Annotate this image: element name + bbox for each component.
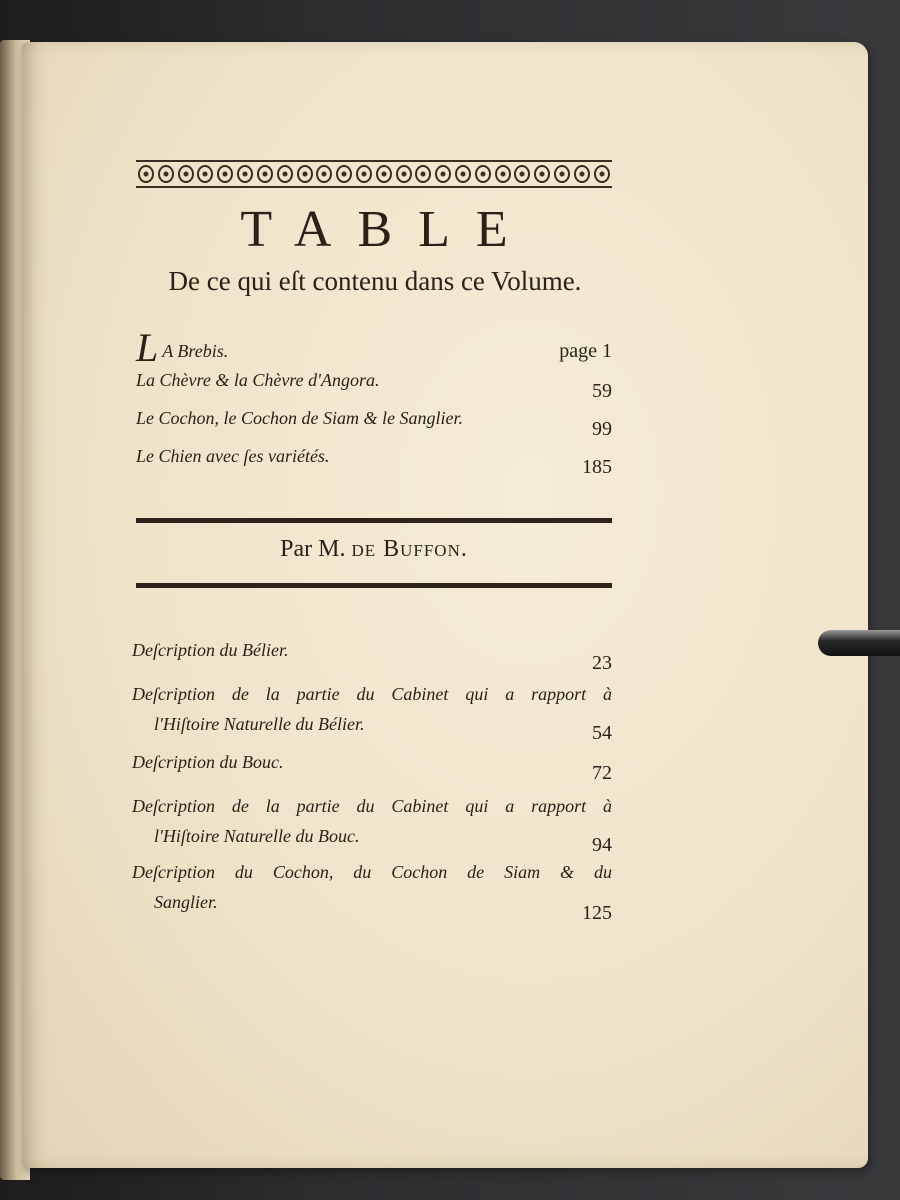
page-title: TABLE xyxy=(240,201,534,258)
entry-page: 185 xyxy=(582,456,612,478)
ornament-border xyxy=(136,160,612,188)
entry-title: La Chèvre & la Chèvre d'Angora. xyxy=(136,370,380,390)
entry-title: Le Chien avec ſes variétés. xyxy=(136,446,330,466)
author-prefix: Par M. xyxy=(280,536,346,562)
entry-title: Deſcription du Bouc. xyxy=(132,752,284,772)
entry-title-continued: l'Hiſtoire Naturelle du Bouc. xyxy=(154,826,360,846)
author-name: de Buffon. xyxy=(351,536,468,562)
entry-page: 23 xyxy=(592,652,612,674)
entry-title-continued: l'Hiſtoire Naturelle du Bélier. xyxy=(154,714,365,734)
entry-page: page 1 xyxy=(559,340,612,362)
bookmark-clip xyxy=(818,630,900,656)
entry-title: Le Cochon, le Cochon de Siam & le Sanglier. xyxy=(136,408,463,428)
divider-rule xyxy=(136,518,612,523)
entry-title: Deſcription du Bélier. xyxy=(132,640,289,660)
divider-rule xyxy=(136,583,612,588)
author-line xyxy=(136,536,612,563)
entry-page: 59 xyxy=(592,380,612,402)
page-subtitle: De ce qui eſt contenu dans ce Volume. xyxy=(168,266,582,296)
entry-title: Deſcription de la partie du Cabinet qui a rapport à xyxy=(132,684,612,704)
entry-title: Deſcription de la partie du Cabinet qui a rapport à xyxy=(132,796,612,816)
entry-page: 72 xyxy=(592,762,612,784)
entry-title: Deſcription du Cochon, du Cochon de Siam & du xyxy=(132,862,612,882)
entry-page: 125 xyxy=(582,902,612,924)
entry-title: A Brebis. xyxy=(162,341,229,361)
drop-cap: L xyxy=(136,325,159,370)
entry-page: 54 xyxy=(592,722,612,744)
entry-title-continued: Sanglier. xyxy=(154,892,218,912)
entry-page: 94 xyxy=(592,834,612,856)
entry-page: 99 xyxy=(592,418,612,440)
